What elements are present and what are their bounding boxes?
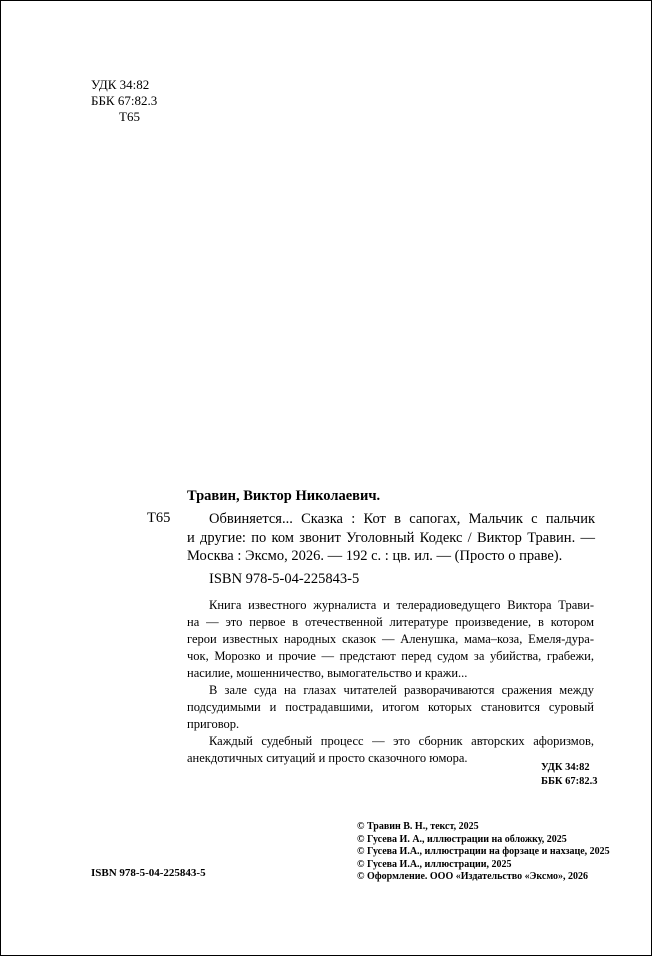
- annotation-line: Каждый судебный процесс — это сборник авторских афоризмов,: [209, 734, 594, 748]
- annotation-line: чок, Морозко и прочие — предстают перед судом за убийства, грабежи,: [187, 649, 594, 663]
- classification-codes-top: [91, 77, 157, 125]
- biblio-line: Москва : Эксмо, 2026. — 192 с. : цв. ил. — (Просто о праве).: [187, 548, 563, 564]
- annotation: [187, 597, 594, 767]
- annotation-line: приговор.: [187, 717, 240, 731]
- author-heading: Травин, Виктор Николаевич.: [187, 488, 381, 504]
- udk-code: УДК 34:82: [91, 77, 150, 92]
- copyright-line: © Травин В. Н., текст, 2025: [357, 821, 479, 832]
- copyright-line: © Гусева И. А., иллюстрации на обложку, 2025: [357, 833, 567, 845]
- biblio-line: Обвиняется... Сказка : Кот в сапогах, Мальчик с пальчик: [209, 511, 595, 527]
- annotation-line: на — это первое в отечественной литературе произведение, в котором: [187, 615, 594, 629]
- bibliographic-description: [187, 510, 595, 566]
- udk-code: УДК 34:82: [541, 762, 590, 773]
- isbn-entry: ISBN 978-5-04-225843-5: [209, 571, 360, 587]
- annotation-line: насилие, мошенничество, вымогательство и кражи...: [187, 666, 468, 680]
- annotation-line: Книга известного журналиста и телерадиоведущего Виктора Трави-: [209, 598, 594, 612]
- bbk-code: ББК 67:82.3: [91, 93, 158, 108]
- copyright-line: © Оформление. ООО «Издательство «Эксмо», 2026: [357, 871, 588, 882]
- bbk-code: ББК 67:82.3: [541, 776, 598, 787]
- annotation-line: анекдотичных ситуаций и просто сказочного юмора.: [187, 751, 468, 765]
- author-mark: Т65: [119, 109, 140, 124]
- annotation-line: В зале суда на глазах читателей разворачиваются сражения между: [209, 683, 594, 697]
- annotation-line: герои известных народных сказок — Аленушка, мама–коза, Емеля-дура-: [187, 632, 594, 646]
- copyright-line: © Гусева И.А., иллюстрации на форзаце и нахзаце, 2025: [357, 846, 610, 857]
- biblio-line: и другие: по ком звонит Уголовный Кодекс / Виктор Травин. —: [187, 529, 595, 546]
- annotation-line: подсудимыми и пострадавшими, итогом которых становится суровый: [187, 700, 594, 714]
- author-mark-side: Т65: [147, 510, 171, 526]
- classification-codes-bottom: [541, 761, 598, 789]
- isbn-bottom: ISBN 978-5-04-225843-5: [91, 867, 206, 879]
- copyright-line: © Гусева И.А., иллюстрации, 2025: [357, 858, 512, 870]
- copyright-notices: [357, 821, 610, 884]
